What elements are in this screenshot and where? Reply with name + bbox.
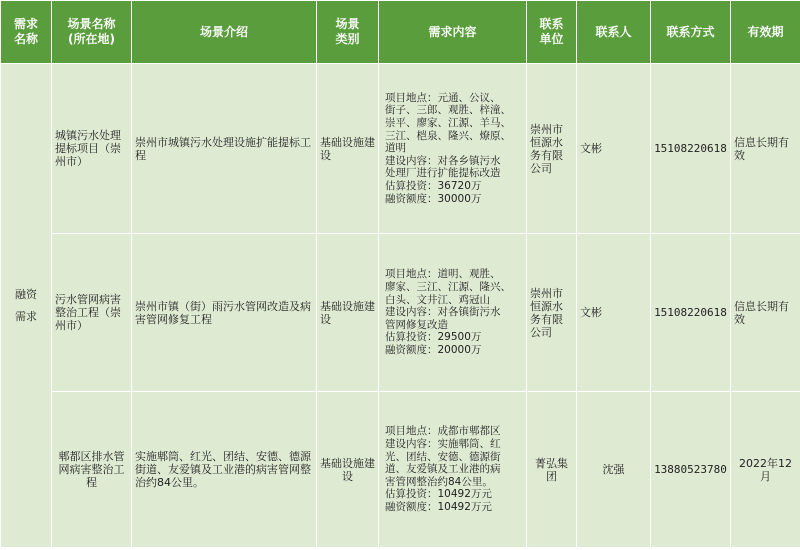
validity-cell: 信息长期有效 [731, 234, 800, 392]
scene-name-cell: 污水管网病害整治工程（崇州市） [52, 234, 132, 392]
validity-cell: 信息长期有效 [731, 64, 800, 234]
contact-phone-cell: 15108220618 [651, 64, 731, 234]
scene-name-cell: 郫都区排水管网病害整治工程 [52, 392, 132, 548]
table-row [1, 64, 800, 234]
scene-name-cell: 城镇污水处理提标项目（崇州市） [52, 64, 132, 234]
scene-type-cell: 基础设施建设 [317, 392, 379, 548]
scene-type-cell: 基础设施建设 [317, 234, 379, 392]
contact-unit-cell: 崇州市 恒源水 务有限 公司 [527, 234, 577, 392]
table-header-row [1, 1, 800, 64]
category-cell: 融资 需求 [1, 64, 52, 548]
header-contact-unit: 联系 单位 [527, 1, 577, 64]
contact-unit-cell: 崇州市 恒源水 务有限 公司 [527, 64, 577, 234]
scene-intro-cell: 崇州市城镇污水处理设施扩能提标工程 [132, 64, 317, 234]
header-demand-content: 需求内容 [379, 1, 527, 64]
header-contact-method: 联系方式 [651, 1, 731, 64]
scene-intro-cell: 实施郫筒、红光、团结、安德、德源街道、友爱镇及工业港的病害管网整治约84公里。 [132, 392, 317, 548]
header-validity: 有效期 [731, 1, 800, 64]
table-row [1, 234, 800, 392]
contact-person-cell: 文彬 [577, 64, 651, 234]
demand-content-cell: 项目地点：成都市郫都区 建设内容：实施郫筒、红 光、团结、安德、德源街 道、友爱镇及工业港的病 害管网整治约84公里。 估算投资：10492万元 融资额度：10492万元 [379, 392, 527, 548]
header-scene-intro: 场景介绍 [132, 1, 317, 64]
scene-type-cell: 基础设施建设 [317, 64, 379, 234]
validity-cell: 2022年12月 [731, 392, 800, 548]
contact-phone-cell: 13880523780 [651, 392, 731, 548]
contact-phone-cell: 15108220618 [651, 234, 731, 392]
contact-person-cell: 沈强 [577, 392, 651, 548]
demand-content-cell: 项目地点：道明、观胜、 廖家、三江、江源、隆兴、 白头、文井江、鸡冠山 建设内容：对各镇街污水 管网修复改造 估算投资：29500万 融资额度：20000万 [379, 234, 527, 392]
scene-intro-cell: 崇州市镇（街）雨污水管网改造及病害管网修复工程 [132, 234, 317, 392]
demand-content-cell: 项目地点：元通、公议、 街子、三郎、观胜、梓潼、 崇平、廖家、江源、羊马、 三江、桤泉、隆兴、燎原、 道明 建设内容：对各乡镇污水 处理厂进行扩能提标改造 估算投资：36720万 融资额度：30000万 [379, 64, 527, 234]
table-row [1, 392, 800, 548]
header-scene-type: 场景 类别 [317, 1, 379, 64]
contact-person-cell: 文彬 [577, 234, 651, 392]
header-scene-name: 场景名称 (所在地) [52, 1, 132, 64]
header-demand-name: 需求 名称 [1, 1, 52, 64]
header-contact-person: 联系人 [577, 1, 651, 64]
contact-unit-cell: 菁弘集团 [527, 392, 577, 548]
